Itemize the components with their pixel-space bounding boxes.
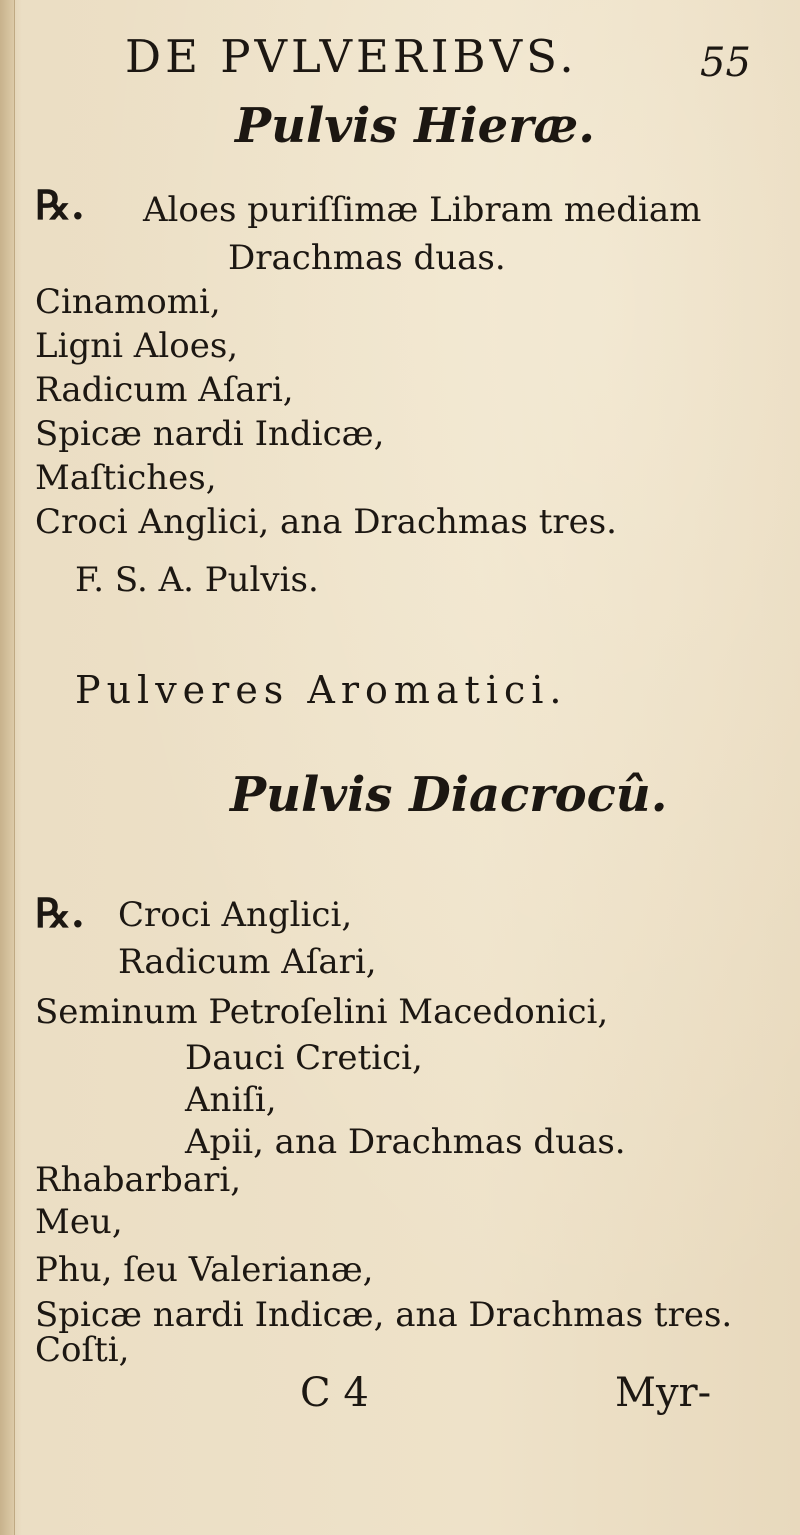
- ingredient-line: Rhabarbari,: [35, 1160, 242, 1200]
- ingredient-line: Aloes puriſſimæ Libram mediam: [143, 190, 702, 230]
- instruction-line: F. S. A. Pulvis.: [75, 560, 319, 600]
- ingredient-line: Dauci Cretici,: [185, 1038, 423, 1078]
- ingredient-line: Seminum Petroſelini Macedonici,: [35, 992, 609, 1032]
- ingredient-line: Ligni Aloes,: [35, 326, 239, 366]
- ingredient-line: Radicum Aſari,: [35, 370, 294, 410]
- ingredient-line: Radicum Aſari,: [118, 942, 377, 982]
- ingredient-line: Apii, ana Drachmas duas.: [185, 1122, 626, 1162]
- ingredient-line: Maſtiches,: [35, 458, 217, 498]
- recipe-title-pulvis-hierae: Pulvis Hieræ.: [235, 98, 595, 154]
- signature-mark: C 4: [300, 1370, 369, 1416]
- recipe-title-pulvis-diacrocu: Pulvis Diacrocû.: [230, 767, 668, 823]
- recipe-symbol: ℞.: [35, 182, 85, 229]
- ingredient-line: Spicæ nardi Indicæ,: [35, 414, 385, 454]
- page-gutter: [0, 0, 15, 1535]
- ingredient-line: Aniſi,: [185, 1080, 277, 1120]
- ingredient-line: Cinamomi,: [35, 282, 221, 322]
- page-number: 55: [700, 40, 751, 86]
- recipe-symbol: ℞.: [35, 890, 85, 937]
- ingredient-line: Phu, ſeu Valerianæ,: [35, 1250, 374, 1290]
- ingredient-line: Spicæ nardi Indicæ, ana Drachmas tres.: [35, 1295, 733, 1335]
- ingredient-line: Coſti,: [35, 1330, 130, 1370]
- ingredient-line: Croci Anglici, ana Drachmas tres.: [35, 502, 617, 542]
- section-heading: Pulveres Aromatici.: [75, 668, 568, 712]
- running-head: DE PVLVERIBVS.: [125, 30, 578, 83]
- catchword: Myr-: [615, 1370, 712, 1416]
- ingredient-line: Croci Anglici,: [118, 895, 353, 935]
- ingredient-line: Meu,: [35, 1202, 123, 1242]
- ingredient-line: Drachmas duas.: [228, 238, 506, 278]
